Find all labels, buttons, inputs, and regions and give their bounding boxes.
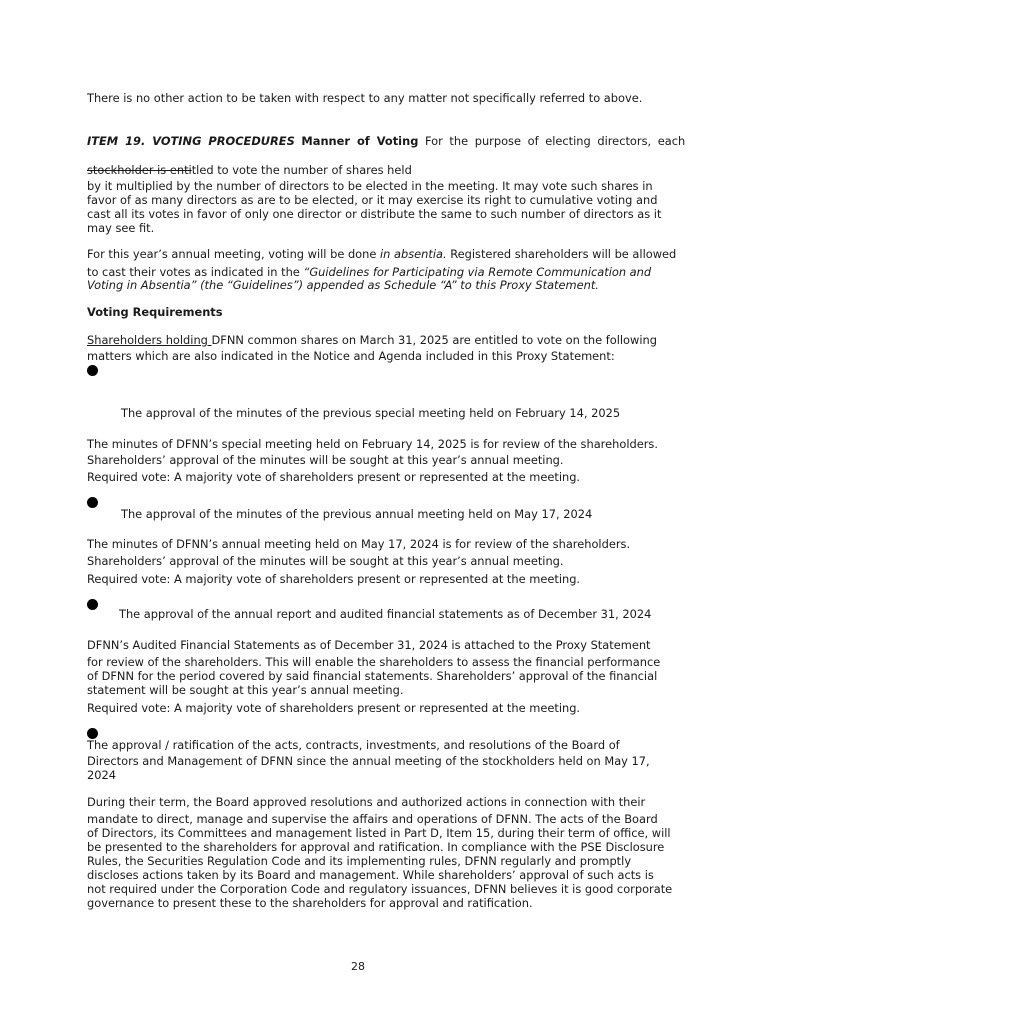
item-line: Required vote: A majority vote of shareholders present or represented at the meeting.: [87, 470, 581, 484]
item-line: for review of the shareholders. This will enable the shareholders to assess the financial performance: [87, 655, 661, 669]
page-number: 28: [351, 960, 365, 973]
para2-italic: in absentia.: [380, 247, 447, 261]
item19-para2-line3: Voting in Absentia” (the “Guidelines”) appended as Schedule “A” to this Proxy Statement.: [87, 278, 599, 292]
underlined-text: Shareholders holding: [87, 333, 212, 347]
item19-subheading: Manner of Voting: [301, 134, 419, 148]
item-line: governance to present these to the shareholders for approval and ratification.: [87, 896, 533, 910]
item-line: Required vote: A majority vote of shareholders present or represented at the meeting.: [87, 701, 581, 715]
item-line: not required under the Corporation Code and regulatory issuances, DFNN believes it is good corporate: [87, 882, 673, 896]
item19-para1-line: favor of as many directors as are to be elected, or it may exercise its right to cumulative voting and: [87, 193, 658, 207]
para2-text: For this year’s annual meeting, voting will be done: [87, 247, 380, 261]
item-title: 2024: [87, 768, 116, 782]
item-line: discloses actions taken by its Board and management. While shareholders’ approval of such acts is: [87, 868, 654, 882]
struck-text: stockholder is enti: [87, 163, 192, 177]
item-title: The approval / ratification of the acts, contracts, investments, and resolutions of the Board of: [87, 738, 620, 752]
para2-text: to cast their votes as indicated in the: [87, 265, 304, 279]
item19-para2-line1: [87, 247, 676, 261]
item-title: The approval of the minutes of the previous annual meeting held on May 17, 2024: [121, 507, 593, 521]
item19-line2-rest: tled to vote the number of shares held: [191, 163, 412, 177]
item19-lead: For the purpose of electing directors, each: [424, 134, 686, 148]
bullet-icon: [87, 599, 98, 610]
item-line: mandate to direct, manage and supervise the affairs and operations of DFNN. The acts of the Board: [87, 812, 658, 826]
item-line: Shareholders’ approval of the minutes will be sought at this year’s annual meeting.: [87, 554, 564, 568]
item-line: During their term, the Board approved resolutions and authorized actions in connection with their: [87, 795, 646, 809]
item19-para1-line: may see fit.: [87, 221, 155, 235]
para2-italic: “Guidelines for Participating via Remote Communication and: [303, 265, 652, 279]
item19-heading: ITEM 19. VOTING PROCEDURES: [87, 134, 295, 148]
bullet-icon: [87, 365, 98, 376]
item19-para2-line2: [87, 265, 651, 279]
item-line: The minutes of DFNN’s special meeting held on February 14, 2025 is for review of the shareholders.: [87, 437, 658, 451]
item-line: statement will be sought at this year’s annual meeting.: [87, 683, 404, 697]
para2-text: Registered shareholders will be allowed: [446, 247, 677, 261]
voting-requirements-line2: matters which are also indicated in the Notice and Agenda included in this Proxy Statement:: [87, 349, 615, 363]
item-title: The approval of the minutes of the previous special meeting held on February 14, 2025: [121, 406, 621, 420]
voting-requirements-heading: Voting Requirements: [87, 305, 223, 319]
item19-line2: [87, 163, 412, 177]
item-line: of DFNN for the period covered by said financial statements. Shareholders’ approval of the financial: [87, 669, 658, 683]
intro-line: There is no other action to be taken with respect to any matter not specifically referred to above.: [87, 91, 643, 105]
item-title: The approval of the annual report and audited financial statements as of December 31, 2024: [119, 607, 652, 621]
voting-requirements-line1: [87, 333, 657, 347]
item-line: of Directors, its Committees and management listed in Part D, Item 15, during their term of office, will: [87, 826, 671, 840]
item-line: DFNN’s Audited Financial Statements as of December 31, 2024 is attached to the Proxy Statement: [87, 638, 651, 652]
item19-para1-line: by it multiplied by the number of directors to be elected in the meeting. It may vote such shares in: [87, 179, 653, 193]
voting-requirements-text: DFNN common shares on March 31, 2025 are entitled to vote on the following: [211, 333, 657, 347]
item19-para1-line: cast all its votes in favor of only one director or distribute the same to such number of directors as it: [87, 207, 662, 221]
item-line: The minutes of DFNN’s annual meeting held on May 17, 2024 is for review of the shareholders.: [87, 537, 631, 551]
item-title: Directors and Management of DFNN since the annual meeting of the stockholders held on May 17,: [87, 754, 650, 768]
item-line: be presented to the shareholders for approval and ratification. In compliance with the PSE Disclosure: [87, 840, 665, 854]
item-line: Rules, the Securities Regulation Code and its implementing rules, DFNN regularly and promptly: [87, 854, 632, 868]
bullet-icon: [87, 497, 98, 508]
item19-heading-line: [87, 134, 685, 148]
item-line: Required vote: A majority vote of shareholders present or represented at the meeting.: [87, 572, 581, 586]
item-line: Shareholders’ approval of the minutes will be sought at this year’s annual meeting.: [87, 453, 564, 467]
